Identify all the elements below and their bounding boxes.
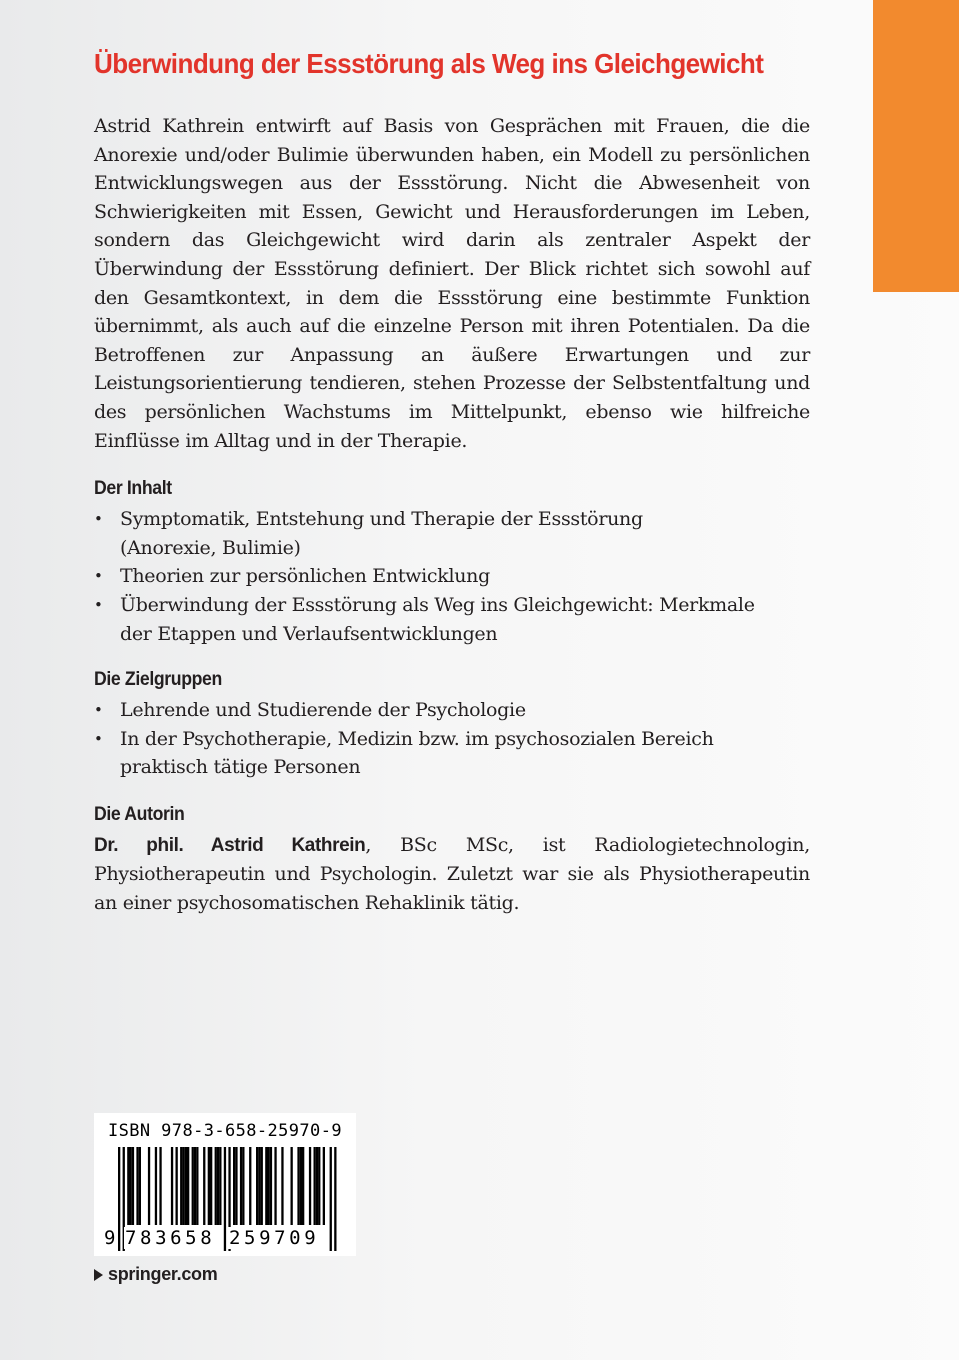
barcode-bar [240, 1147, 242, 1225]
barcode-bar [155, 1147, 157, 1225]
section-heading-inhalt: Der Inhalt [94, 478, 172, 500]
barcode-bar [265, 1147, 267, 1225]
arrow-right-icon [94, 1269, 103, 1281]
barcode-bar [130, 1147, 132, 1225]
barcode-bar [127, 1147, 129, 1225]
barcode-bar [219, 1147, 221, 1225]
barcode-bar [210, 1147, 212, 1225]
list-item: • In der Psychotherapie, Medizin bzw. im psychosozialen Bereich praktisch tätige Personen [94, 725, 810, 782]
author-bio-text: , BSc MSc, ist Radiologietechnologin, Physiotherapeutin und Psychologin. Zuletzt war sie als Physiotherapeutin an einer psychosomatischen Rehaklinik tätig. [94, 833, 810, 915]
barcode-bar [258, 1147, 260, 1225]
bullet-icon: • [94, 567, 103, 586]
bullet-icon: • [94, 510, 103, 529]
barcode-bar [330, 1147, 332, 1251]
bullet-icon: • [94, 701, 103, 720]
section-heading-zielgruppen: Die Zielgruppen [94, 669, 222, 691]
barcode-bar [217, 1147, 219, 1225]
zielgruppen-list [94, 696, 810, 782]
barcode-bar [235, 1147, 237, 1225]
barcode-bar [261, 1147, 263, 1225]
publisher-link[interactable]: springer.com [94, 1262, 217, 1286]
barcode-bar [242, 1147, 244, 1225]
back-cover-text [94, 42, 810, 918]
barcode-bar [323, 1147, 325, 1225]
inhalt-list [94, 505, 810, 648]
barcode-bar [159, 1147, 161, 1225]
barcode-bar [300, 1147, 302, 1225]
barcode-bar [148, 1147, 150, 1225]
barcode-bar [318, 1147, 320, 1225]
barcode-bar [180, 1147, 182, 1225]
barcode-bar [297, 1147, 299, 1225]
ean-left-group: 783658 [125, 1227, 216, 1249]
barcode-bar [268, 1147, 270, 1225]
barcode-bar [118, 1147, 120, 1251]
barcode-bar [136, 1147, 138, 1225]
author-name: Dr. phil. Astrid Kathrein [94, 834, 366, 856]
barcode-bar [316, 1147, 318, 1225]
barcode-bar [309, 1147, 311, 1225]
barcode-bar [194, 1147, 196, 1225]
barcode-bar [132, 1147, 134, 1225]
isbn-label: ISBN 978-3-658-25970-9 [108, 1121, 342, 1141]
barcode-bar [256, 1147, 258, 1225]
barcode-bar [224, 1147, 226, 1251]
barcode-bar [208, 1147, 210, 1225]
ean-right-group: 259709 [229, 1227, 320, 1249]
barcode-bar [192, 1147, 194, 1225]
ean-first-digit: 9 [104, 1227, 116, 1249]
list-item: • Theorien zur persönlichen Entwicklung [94, 562, 810, 591]
list-item: • Symptomatik, Entstehung und Therapie der Essstörung (Anorexie, Bulimie) [94, 505, 810, 562]
bullet-icon: • [94, 729, 103, 748]
barcode-bar [171, 1147, 173, 1225]
barcode-bar [215, 1147, 217, 1225]
barcode-bar [302, 1147, 304, 1225]
intro-paragraph: Astrid Kathrein entwirft auf Basis von Gesprächen mit Frauen, die die Anorexie und/oder Bulimie überwunden haben, ein Modell zu persönlichen Entwicklungswegen aus der Essstörung. Nicht die Abwesenheit von Schwierigkeiten mit Essen, Gewicht und Herausforderungen im Leben, sondern das Gleichgewicht wird darin als zentraler Aspekt der Überwindung der Essstörung definiert. Der Blick richtet sich sowohl auf den Gesamtkontext, in dem die Essstörung eine bestimmte Funktion übernimmt, als auch auf die einzelne Person mit ihren Potentialen. Da die Betroffenen zur Anpassung an äußere Erwartungen und zur Leistungsorientierung tendieren, stehen Prozesse der Selbstentfaltung und des persönlichen Wachstums im Mittelpunkt, ebenso wie hilfreiche Einflüsse im Alltag und in der Therapie. [94, 115, 810, 452]
section-heading-autorin: Die Autorin [94, 803, 185, 825]
barcode-bar [281, 1147, 283, 1225]
author-bio [94, 831, 810, 918]
barcode-bar [185, 1147, 187, 1225]
barcode-bar [249, 1147, 251, 1225]
barcode-bar [233, 1147, 235, 1225]
barcode-bar [291, 1147, 293, 1225]
orange-color-tab [873, 0, 959, 292]
barcode-bar [274, 1147, 276, 1225]
barcode-bar [203, 1147, 205, 1225]
barcode-bar [196, 1147, 198, 1225]
barcode-bar [176, 1147, 178, 1225]
list-item: • Lehrende und Studierende der Psychologie [94, 696, 810, 725]
isbn-barcode [94, 1113, 356, 1256]
headline: Überwindung der Essstörung als Weg ins Gleichgewicht [94, 48, 764, 79]
barcode-bar [182, 1147, 184, 1225]
barcode-bar [187, 1147, 189, 1225]
barcode-bar [139, 1147, 141, 1225]
list-item: • Überwindung der Essstörung als Weg ins Gleichgewicht: Merkmale der Etappen und Verlaufsentwicklungen [94, 591, 810, 648]
barcode-bar [314, 1147, 316, 1225]
bullet-icon: • [94, 595, 103, 614]
barcode-bar [334, 1147, 336, 1251]
barcode-bar [270, 1147, 272, 1225]
